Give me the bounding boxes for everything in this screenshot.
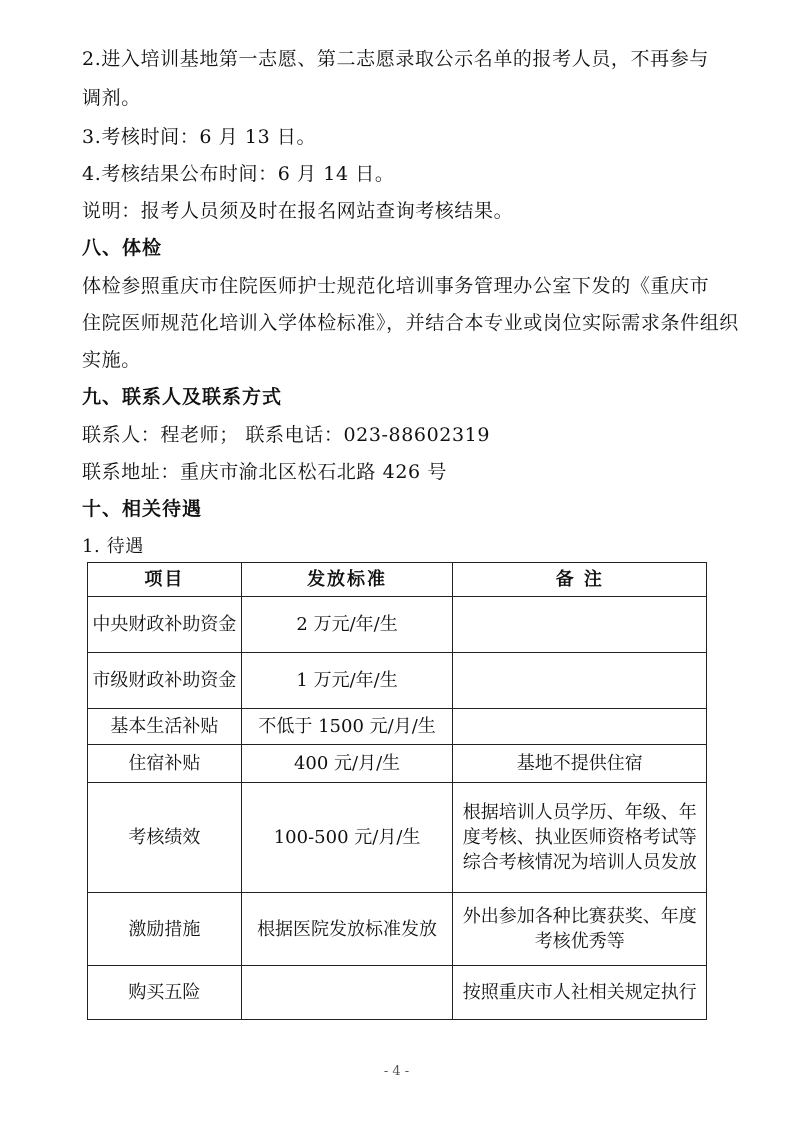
cell-standard: 400 元/月/生 — [241, 745, 453, 783]
paragraph-item-2-line1: 2.进入培训基地第一志愿、第二志愿录取公示名单的报考人员，不再参与 — [82, 48, 709, 70]
cell-note: 基地不提供住宿 — [453, 745, 707, 783]
table-row — [88, 783, 707, 893]
header-item: 项目 — [88, 563, 242, 597]
cell-item: 购买五险 — [88, 966, 242, 1020]
section-heading-10: 十、相关待遇 — [82, 498, 203, 520]
benefits-table — [87, 562, 707, 1020]
paragraph-address: 联系地址：重庆市渝北区松石北路 426 号 — [82, 461, 447, 483]
table-row — [88, 597, 707, 653]
page-number: - 4 - — [383, 1064, 410, 1079]
cell-item: 考核绩效 — [88, 783, 242, 893]
paragraph-contact: 联系人：程老师； 联系电话：023-88602319 — [82, 424, 491, 446]
cell-item: 中央财政补助资金 — [88, 597, 242, 653]
cell-note — [453, 653, 707, 709]
table-header-row — [88, 563, 707, 597]
cell-item: 基本生活补贴 — [88, 709, 242, 745]
paragraph-note: 说明：报考人员须及时在报名网站查询考核结果。 — [82, 200, 514, 222]
cell-item: 激励措施 — [88, 893, 242, 966]
section-heading-9: 九、联系人及联系方式 — [82, 386, 283, 408]
cell-standard: 2 万元/年/生 — [241, 597, 453, 653]
table-row — [88, 653, 707, 709]
cell-note — [453, 709, 707, 745]
cell-item: 住宿补贴 — [88, 745, 242, 783]
cell-standard — [241, 966, 453, 1020]
cell-note: 根据培训人员学历、年级、年度考核、执业医师资格考试等综合考核情况为培训人员发放 — [453, 783, 707, 893]
cell-note — [453, 597, 707, 653]
paragraph-item-4: 4.考核结果公布时间：6 月 14 日。 — [82, 163, 395, 185]
paragraph-exam-line3: 实施。 — [82, 349, 141, 371]
table-row — [88, 966, 707, 1020]
section-heading-8: 八、体检 — [82, 237, 163, 259]
paragraph-exam-line2: 住院医师规范化培训入学体检标准》，并结合本专业或岗位实际需求条件组织 — [82, 312, 739, 334]
paragraph-exam-line1: 体检参照重庆市住院医师护士规范化培训事务管理办公室下发的《重庆市 — [82, 275, 710, 297]
cell-standard: 根据医院发放标准发放 — [241, 893, 453, 966]
subheading-benefits: 1. 待遇 — [82, 536, 144, 557]
header-note: 备 注 — [453, 563, 707, 597]
header-standard: 发放标准 — [241, 563, 453, 597]
table-row — [88, 745, 707, 783]
table-row — [88, 893, 707, 966]
cell-note: 按照重庆市人社相关规定执行 — [453, 966, 707, 1020]
cell-standard: 不低于 1500 元/月/生 — [241, 709, 453, 745]
cell-item: 市级财政补助资金 — [88, 653, 242, 709]
cell-standard: 100-500 元/月/生 — [241, 783, 453, 893]
table-row — [88, 709, 707, 745]
paragraph-item-3: 3.考核时间：6 月 13 日。 — [82, 126, 317, 148]
paragraph-item-2-line2: 调剂。 — [82, 87, 141, 109]
cell-standard: 1 万元/年/生 — [241, 653, 453, 709]
cell-note: 外出参加各种比赛获奖、年度考核优秀等 — [453, 893, 707, 966]
